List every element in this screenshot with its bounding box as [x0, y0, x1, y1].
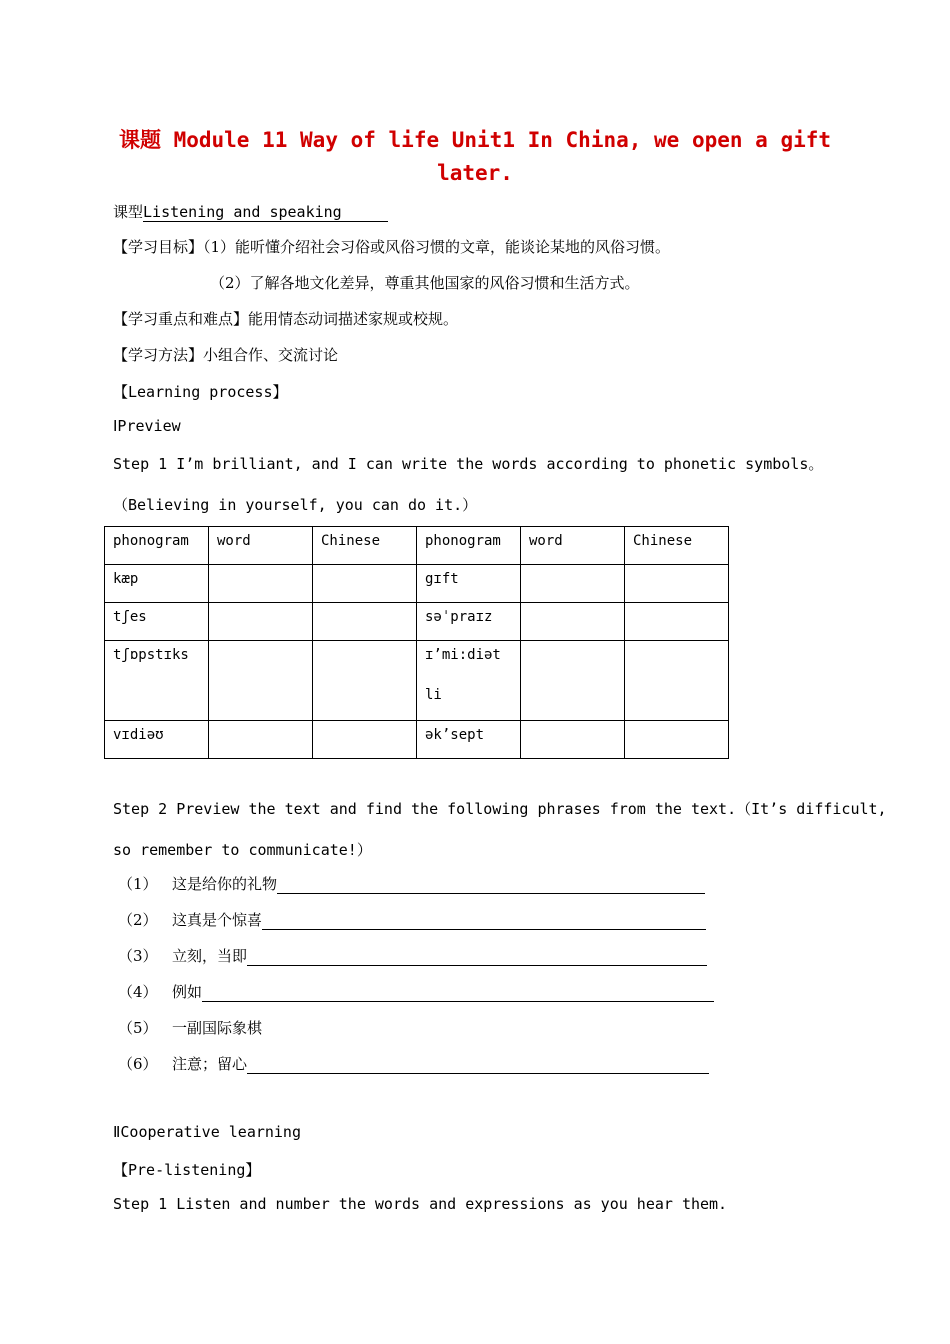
phonogram-cell [417, 641, 521, 721]
vocab-row [105, 641, 729, 721]
method-text: 小组合作、交流讨论 [203, 346, 339, 364]
phonogram-cell: kæp [105, 565, 209, 603]
answer-blank[interactable] [247, 1057, 709, 1074]
answer-blank[interactable] [247, 949, 707, 966]
title-line-2: later. [437, 161, 513, 185]
chinese-blank-cell[interactable] [625, 603, 729, 641]
header-chinese-2: Chinese [625, 527, 729, 565]
lesson-type [113, 201, 388, 222]
chinese-blank-cell[interactable] [625, 641, 729, 721]
step1-text: Step 1 I’m brilliant, and I can write the words according to phonetic symbols。 [113, 455, 824, 473]
word-blank-cell[interactable] [209, 641, 313, 721]
lesson-type-label: 课型 [113, 203, 144, 221]
word-blank-cell[interactable] [209, 721, 313, 759]
phrase-item [118, 873, 705, 894]
word-blank-cell[interactable] [521, 721, 625, 759]
answer-blank[interactable] [277, 877, 705, 894]
objectives-item-1: （1）能听懂介绍社会习俗或风俗习惯的文章，能谈论某地的风俗习惯。 [203, 238, 671, 256]
phrase-text: 例如 [172, 983, 203, 1001]
header-phonogram-1: phonogram [105, 527, 209, 565]
header-word-1: word [209, 527, 313, 565]
lesson-type-value: Listening and speaking [143, 203, 388, 222]
header-word-2: word [521, 527, 625, 565]
header-phonogram-2: phonogram [417, 527, 521, 565]
vocab-header-row [105, 527, 729, 565]
word-blank-cell[interactable] [521, 641, 625, 721]
phrase-number: （3） [118, 947, 158, 965]
phrase-item [118, 1017, 262, 1038]
phonogram-line-1: ɪ’mi:diət [425, 647, 501, 663]
step1-note: （Believing in yourself, you can do it.） [113, 496, 478, 514]
prelistening-heading: 【Pre-listening】 [113, 1161, 261, 1179]
key-points-text: 能用情态动词描述家规或校规。 [248, 310, 459, 328]
objectives-item-2: （2）了解各地文化差异，尊重其他国家的风俗习惯和生活方式。 [210, 274, 640, 292]
cooperative-heading: ⅡCooperative learning [113, 1123, 301, 1141]
answer-blank[interactable] [262, 913, 706, 930]
word-blank-cell[interactable] [209, 603, 313, 641]
phrase-item [118, 981, 714, 1002]
prelistening-step1: Step 1 Listen and number the words and expressions as you hear them. [113, 1195, 728, 1213]
header-chinese-1: Chinese [313, 527, 417, 565]
word-blank-cell[interactable] [209, 565, 313, 603]
phonogram-cell: ək’sept [417, 721, 521, 759]
chinese-blank-cell[interactable] [313, 721, 417, 759]
answer-blank[interactable] [202, 985, 714, 1002]
objectives-label: 【学习目标】 [113, 238, 204, 256]
step2-line-1: Step 2 Preview the text and find the following phrases from the text.（It’s difficult, [113, 800, 887, 818]
phonogram-line-2: li [425, 687, 442, 703]
phrase-number: （6） [118, 1055, 158, 1073]
phrase-text: 一副国际象棋 [172, 1019, 263, 1037]
vocab-row [105, 565, 729, 603]
phrase-item [118, 909, 706, 930]
preview-heading: ⅠPreview [113, 417, 181, 435]
phrase-text: 立刻，当即 [172, 947, 248, 965]
vocab-row [105, 721, 729, 759]
vocab-table [104, 526, 729, 759]
phonogram-cell: tʃes [105, 603, 209, 641]
method-label: 【学习方法】 [113, 346, 204, 364]
phrase-text: 这是给你的礼物 [172, 875, 278, 893]
phrase-number: （2） [118, 911, 158, 929]
title-line-1: 课题 Module 11 Way of life Unit1 In China, we open a gift [118, 128, 832, 152]
phonogram-cell: tʃɒpstɪks [105, 641, 209, 721]
phonogram-cell: vɪdiəʊ [105, 721, 209, 759]
word-blank-cell[interactable] [521, 565, 625, 603]
phrase-number: （1） [118, 875, 158, 893]
word-blank-cell[interactable] [521, 603, 625, 641]
phonogram-cell: səˈpraɪz [417, 603, 521, 641]
chinese-blank-cell[interactable] [625, 721, 729, 759]
chinese-blank-cell[interactable] [313, 641, 417, 721]
objectives-line-1 [113, 236, 670, 257]
phrase-text: 注意；留心 [172, 1055, 248, 1073]
chinese-blank-cell[interactable] [625, 565, 729, 603]
key-points [113, 308, 458, 329]
phrase-text: 这真是个惊喜 [172, 911, 263, 929]
phrase-number: （5） [118, 1019, 158, 1037]
phrase-item [118, 1053, 709, 1074]
method [113, 344, 338, 365]
step2-line-2: so remember to communicate!） [113, 841, 372, 859]
key-points-label: 【学习重点和难点】 [113, 310, 249, 328]
chinese-blank-cell[interactable] [313, 565, 417, 603]
chinese-blank-cell[interactable] [313, 603, 417, 641]
phrase-item [118, 945, 707, 966]
phrase-number: （4） [118, 983, 158, 1001]
phonogram-cell: gɪft [417, 565, 521, 603]
vocab-row [105, 603, 729, 641]
process-heading: 【Learning process】 [113, 383, 288, 401]
